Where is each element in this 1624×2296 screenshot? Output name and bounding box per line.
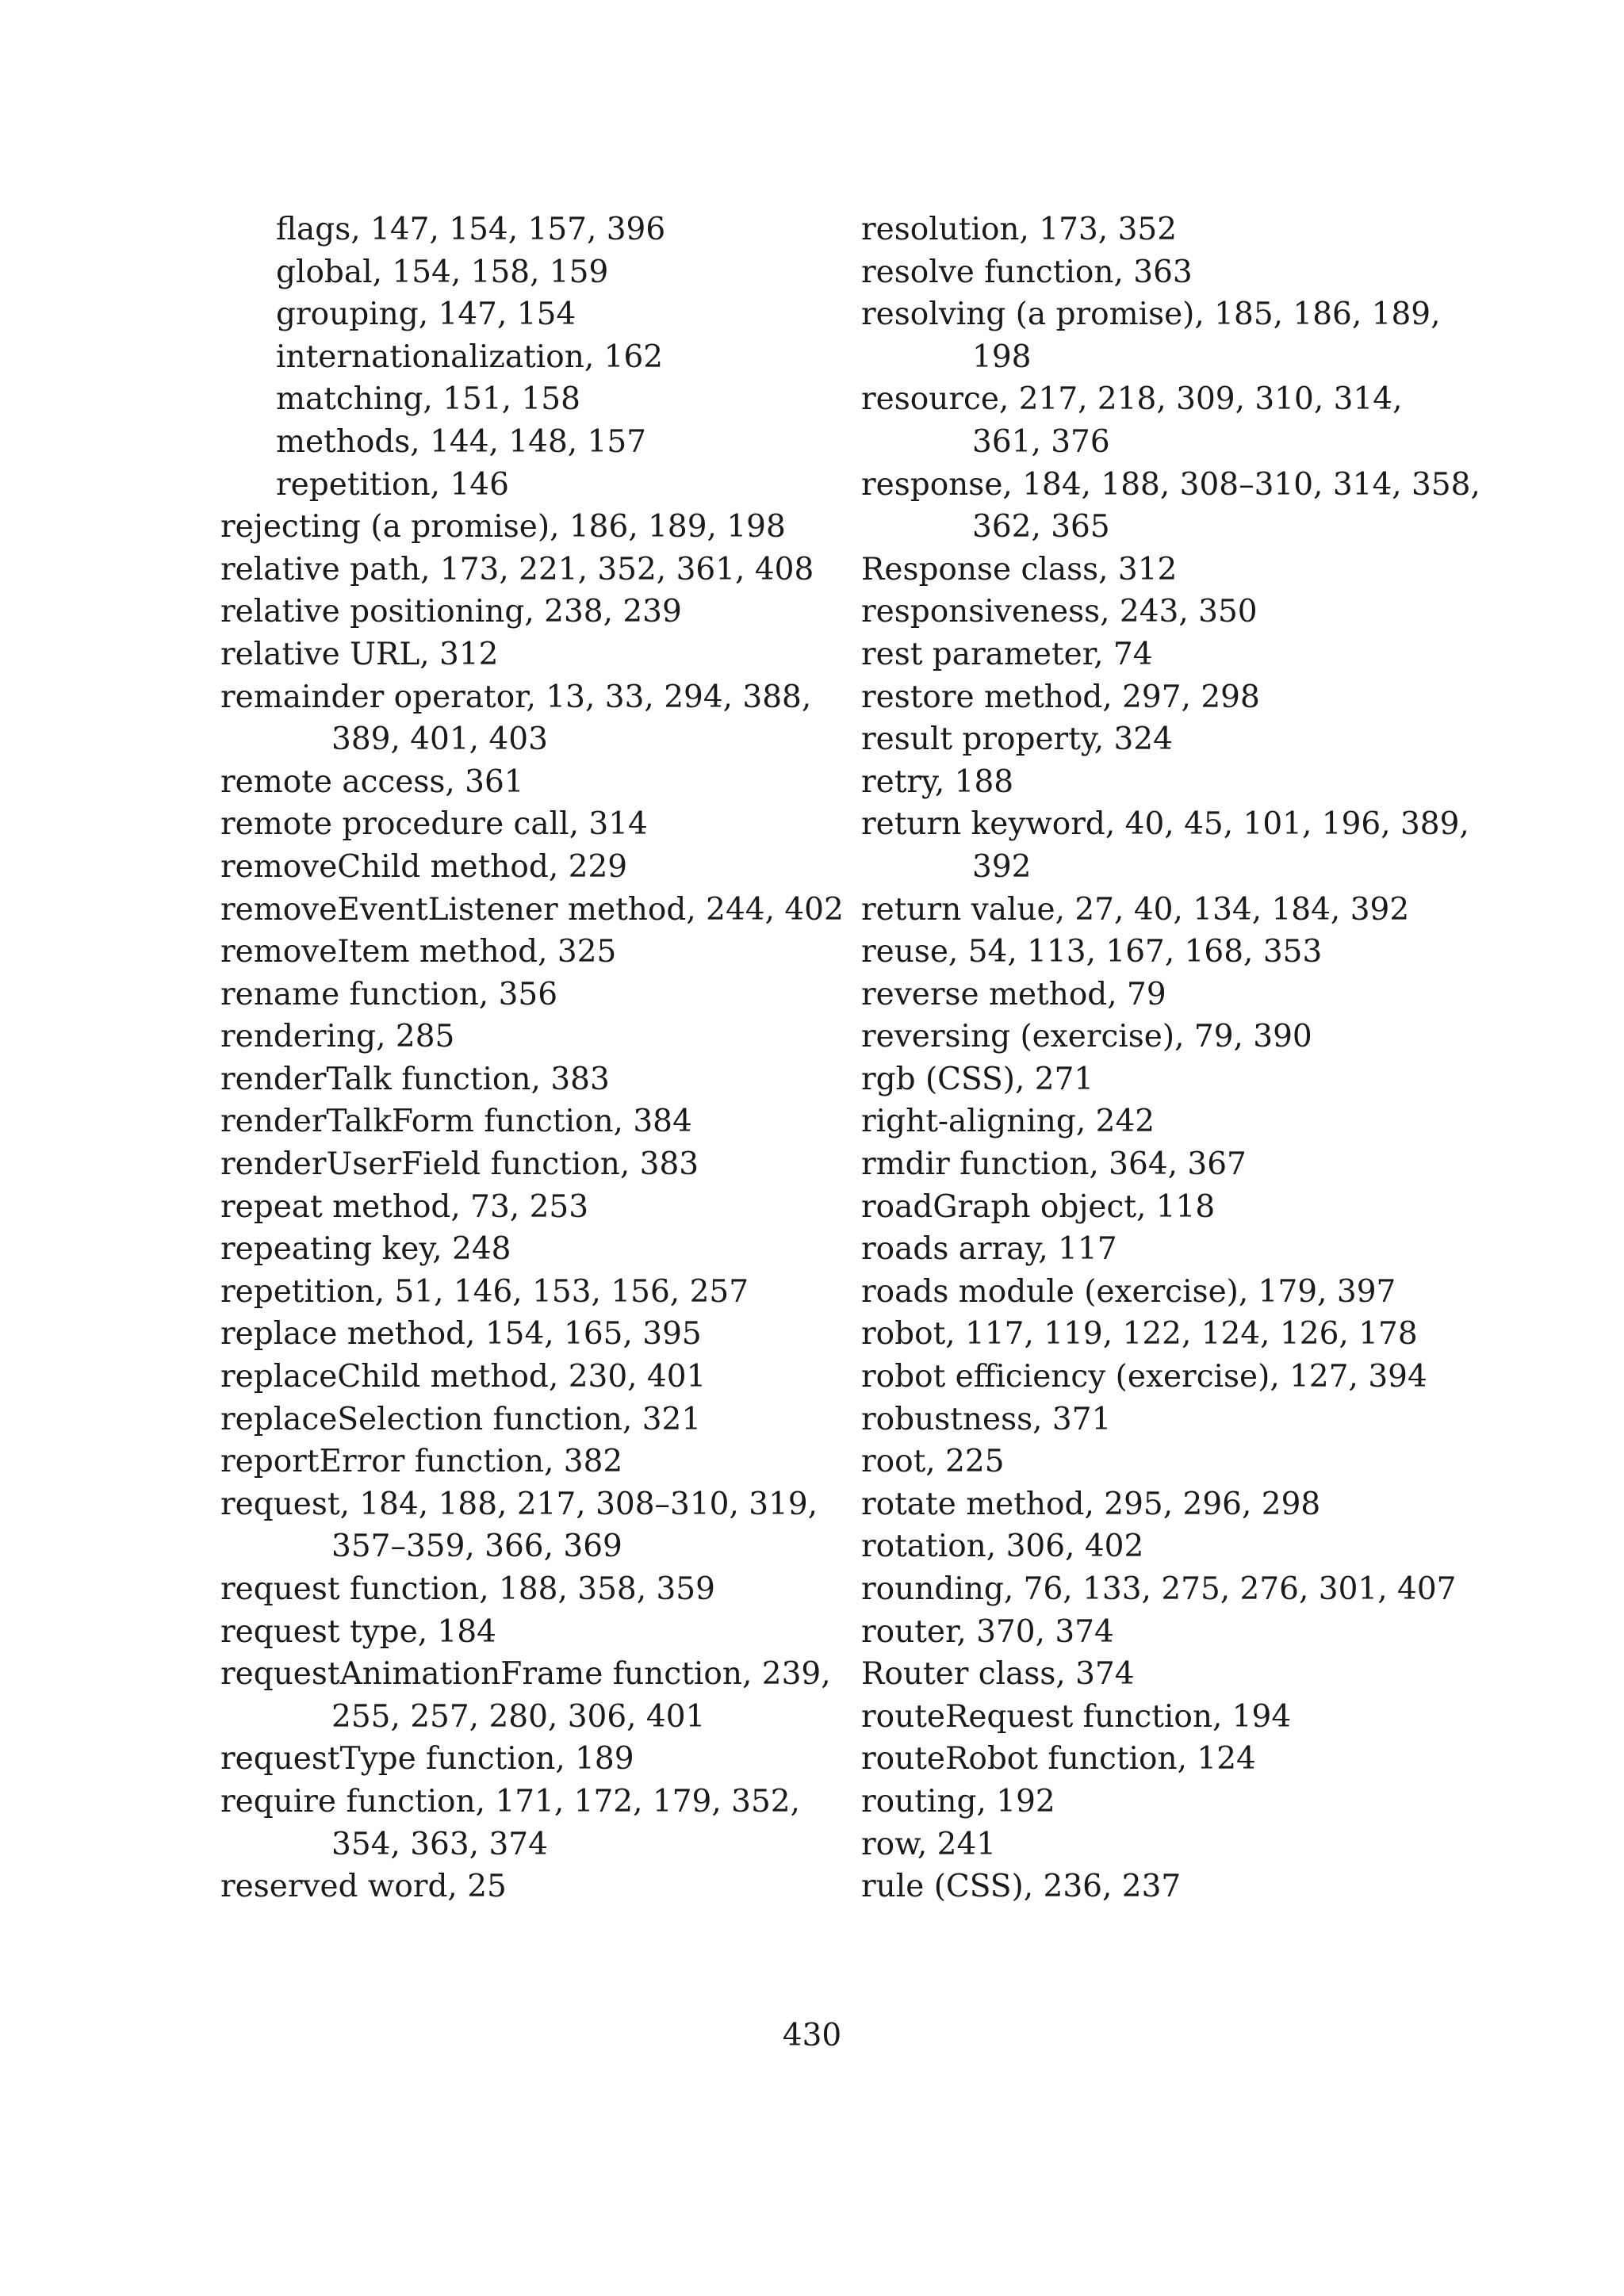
index-entry: renderUserField function, 383 [220,1146,699,1183]
index-subentry: methods, 144, 148, 157 [276,423,647,460]
index-entry: resolving (a promise), 185, 186, 189, [861,297,1441,333]
index-entry: Router class, 374 [861,1656,1135,1693]
index-entry: reuse, 54, 113, 167, 168, 353 [861,934,1323,970]
index-entry: request type, 184 [220,1613,496,1650]
index-column-right [861,209,1480,1908]
index-entry-continuation: 354, 363, 374 [331,1826,548,1862]
index-entry: repeat method, 73, 253 [220,1188,589,1225]
index-entry-continuation: 361, 376 [972,423,1110,460]
index-entry: repetition, 51, 146, 153, 156, 257 [220,1273,749,1310]
index-entry: relative positioning, 238, 239 [220,594,682,630]
index-entry: right-aligning, 242 [861,1104,1155,1140]
index-entry: robustness, 371 [861,1401,1112,1437]
index-entry: repeating key, 248 [220,1231,511,1268]
index-entry: request, 184, 188, 217, 308–310, 319, [220,1486,818,1522]
index-entry: roads module (exercise), 179, 397 [861,1273,1396,1310]
index-entry: removeItem method, 325 [220,934,617,970]
index-entry: remote procedure call, 314 [220,806,648,843]
index-entry-continuation: 392 [972,848,1032,885]
index-entry: relative URL, 312 [220,636,499,672]
index-entry-continuation: 357–359, 366, 369 [331,1529,622,1565]
index-entry: roadGraph object, 118 [861,1188,1216,1225]
index-entry: requestAnimationFrame function, 239, [220,1656,831,1693]
index-entry: robot efficiency (exercise), 127, 394 [861,1359,1427,1395]
index-subentry: matching, 151, 158 [276,381,580,418]
index-entry: reportError function, 382 [220,1444,623,1480]
index-entry: routing, 192 [861,1783,1055,1820]
index-entry: rgb (CSS), 271 [861,1061,1094,1097]
index-entry: routeRequest function, 194 [861,1698,1292,1735]
index-entry: require function, 171, 172, 179, 352, [220,1783,800,1820]
index-entry: rendering, 285 [220,1019,455,1055]
index-entry: rmdir function, 364, 367 [861,1146,1247,1183]
index-entry: reserved word, 25 [220,1869,507,1905]
index-entry: reversing (exercise), 79, 390 [861,1019,1312,1055]
index-entry: rounding, 76, 133, 275, 276, 301, 407 [861,1571,1457,1607]
index-entry: resource, 217, 218, 309, 310, 314, [861,381,1403,418]
index-entry: retry, 188 [861,763,1014,800]
index-entry-continuation: 362, 365 [972,509,1110,545]
index-entry: replaceChild method, 230, 401 [220,1359,707,1395]
index-entry: rename function, 356 [220,976,558,1012]
index-entry: rule (CSS), 236, 237 [861,1869,1182,1905]
index-entry-continuation: 389, 401, 403 [331,721,548,758]
index-entry: response, 184, 188, 308–310, 314, 358, [861,466,1480,503]
index-entry: row, 241 [861,1826,997,1862]
index-subentry: internationalization, 162 [276,339,664,375]
index-entry: rotation, 306, 402 [861,1529,1144,1565]
index-entry: removeEventListener method, 244, 402 [220,891,844,928]
index-entry: renderTalk function, 383 [220,1061,610,1097]
index-entry-continuation: 198 [972,339,1032,375]
index-entry: replaceSelection function, 321 [220,1401,702,1437]
index-entry-continuation: 255, 257, 280, 306, 401 [331,1698,706,1735]
index-entry: rest parameter, 74 [861,636,1153,672]
index-entry: request function, 188, 358, 359 [220,1571,715,1607]
index-entry: remainder operator, 13, 33, 294, 388, [220,679,812,715]
index-entry: rotate method, 295, 296, 298 [861,1486,1321,1522]
index-entry: renderTalkForm function, 384 [220,1104,692,1140]
index-subentry: repetition, 146 [276,466,509,503]
index-entry: return value, 27, 40, 134, 184, 392 [861,891,1410,928]
index-entry: resolve function, 363 [861,254,1193,290]
index-entry: result property, 324 [861,721,1173,758]
index-entry: return keyword, 40, 45, 101, 196, 389, [861,806,1469,843]
page-number: 430 [782,2018,842,2053]
index-entry: root, 225 [861,1444,1005,1480]
index-entry: remote access, 361 [220,763,524,800]
index-entry: router, 370, 374 [861,1613,1114,1650]
index-subentry: flags, 147, 154, 157, 396 [276,212,666,247]
index-entry: replace method, 154, 165, 395 [220,1316,702,1353]
index-entry: requestType function, 189 [220,1741,634,1777]
index-entry: roads array, 117 [861,1231,1117,1268]
index-column-left [220,209,844,1908]
index-entry: reverse method, 79 [861,976,1166,1012]
index-entry: resolution, 173, 352 [861,212,1178,247]
index-entry: routeRobot function, 124 [861,1741,1256,1777]
index-entry: restore method, 297, 298 [861,679,1260,715]
index-entry: Response class, 312 [861,551,1178,587]
index-entry: robot, 117, 119, 122, 124, 126, 178 [861,1316,1418,1353]
index-entry: responsiveness, 243, 350 [861,594,1258,630]
index-entry: rejecting (a promise), 186, 189, 198 [220,509,786,545]
index-entry: removeChild method, 229 [220,848,628,885]
index-entry: relative path, 173, 221, 352, 361, 408 [220,551,814,587]
index-subentry: grouping, 147, 154 [276,297,576,333]
index-subentry: global, 154, 158, 159 [276,254,609,290]
